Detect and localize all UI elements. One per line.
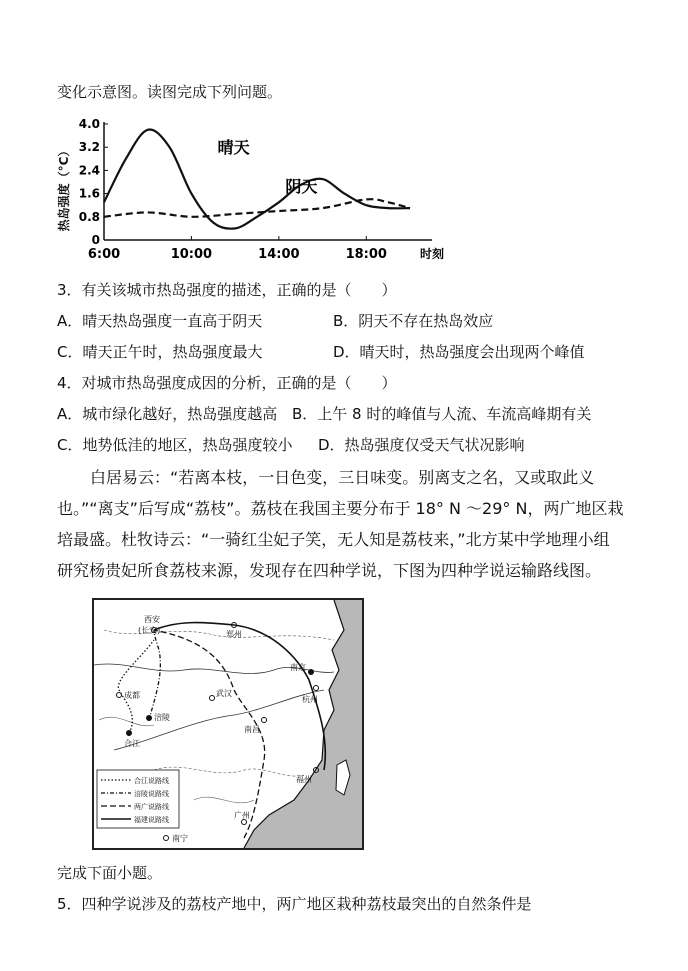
passage-line-4: 研究杨贵妃所食荔枝来源，发现存在四种学说，下图为四种学说运输路线图。 [57, 561, 602, 580]
y-axis-label [56, 145, 71, 232]
city-fuzhou: 福州 [296, 775, 312, 784]
x-axis-label: 时刻 [419, 247, 445, 261]
q4-option-b[interactable]: B．上午 8 时的峰值与人流、车流高峰期有关 [292, 405, 592, 423]
x-tick-label: 6:00 [87, 247, 121, 262]
chart-series [104, 130, 410, 229]
after-map-line: 完成下面小题。 [57, 864, 163, 882]
q3-option-d[interactable]: D．晴天时，热岛强度会出现两个峰值 [333, 343, 585, 361]
city-zhengzhou: 郑州 [226, 630, 242, 639]
city-chengdu: 成都 [124, 691, 140, 700]
legend-liangguang: 两广说路线 [134, 803, 169, 811]
x-tick-label: 14:00 [258, 247, 300, 262]
y-tick-label: 3.2 [78, 140, 100, 155]
legend-hejiang: 合江说路线 [134, 777, 169, 785]
y-tick-label: 2.4 [78, 163, 100, 178]
passage-line-3: 培最盛。杜牧诗云：“一骑红尘妃子笑，无人知是荔枝来，”北方某中学地理小组 [57, 530, 610, 549]
q3-option-b[interactable]: B．阴天不存在热岛效应 [333, 312, 494, 330]
city-nanning: 南宁 [172, 834, 188, 843]
q5-stem: 5．四种学说涉及的荔枝产地中，两广地区栽种荔枝最突出的自然条件是 [57, 895, 532, 913]
series-label-cloudy: 阴天 [285, 176, 318, 196]
q3-option-a[interactable]: A．晴天热岛强度一直高于阴天 [57, 312, 263, 330]
legend-fuling: 涪陵说路线 [134, 790, 169, 798]
route-fuling [149, 630, 160, 720]
city-hejiang: 合江 [124, 739, 140, 748]
q3-option-c[interactable]: C．晴天正午时，热岛强度最大 [57, 343, 263, 361]
city-guangzhou: 广州 [234, 811, 250, 820]
legend-fujian: 福建说路线 [134, 816, 169, 824]
q4-option-d[interactable]: D．热岛强度仅受天气状况影响 [318, 436, 525, 454]
y-tick-label: 0.8 [78, 209, 100, 224]
q4-option-a[interactable]: A．城市绿化越好，热岛强度越高 [57, 405, 278, 423]
x-tick-label: 18:00 [345, 247, 387, 262]
svg-text:热岛强度（°C）: 热岛强度（°C） [57, 144, 71, 232]
chart-axes [104, 122, 432, 240]
series-label-sunny: 晴天 [217, 138, 250, 157]
q4-option-c[interactable]: C．地势低洼的地区，热岛强度较小 [57, 436, 293, 454]
x-tick-label: 10:00 [170, 247, 213, 262]
city-fuling: 涪陵 [154, 713, 170, 722]
heat-island-chart [57, 112, 470, 264]
q4-stem: 4．对城市热岛强度成因的分析，正确的是（ ） [57, 374, 397, 392]
city-hangzhou: 杭州 [302, 695, 318, 704]
passage-line-1: 白居易云：“若离本枝，一日色变，三日味变。别离支之名，又或取此义 [90, 468, 595, 487]
city-xian: 西安 [144, 615, 160, 624]
city-changan: (长安) [138, 626, 161, 635]
y-tick-label: 1.6 [78, 186, 100, 201]
city-wuhan: 武汉 [216, 689, 232, 698]
series-line-cloudy [104, 199, 410, 217]
q3-stem: 3．有关该城市热岛强度的描述，正确的是（ ） [57, 281, 397, 299]
y-tick-label: 4.0 [78, 117, 100, 131]
sea-area [244, 600, 362, 848]
passage-line-2: 也。”“离支”后写成“荔枝”。荔枝在我国主要分布于 18° N ～29° N，两广地区栽 [57, 499, 624, 518]
lychee-route-map [92, 598, 364, 850]
city-nanjing: 南京 [290, 663, 306, 672]
series-line-sunny [104, 130, 410, 229]
map-legend [97, 770, 179, 828]
series-labels [218, 138, 318, 196]
intro-line: 变化示意图。读图完成下列问题。 [57, 83, 283, 101]
city-nanchang: 南昌 [244, 725, 260, 734]
y-tick-label: 0 [91, 233, 100, 247]
